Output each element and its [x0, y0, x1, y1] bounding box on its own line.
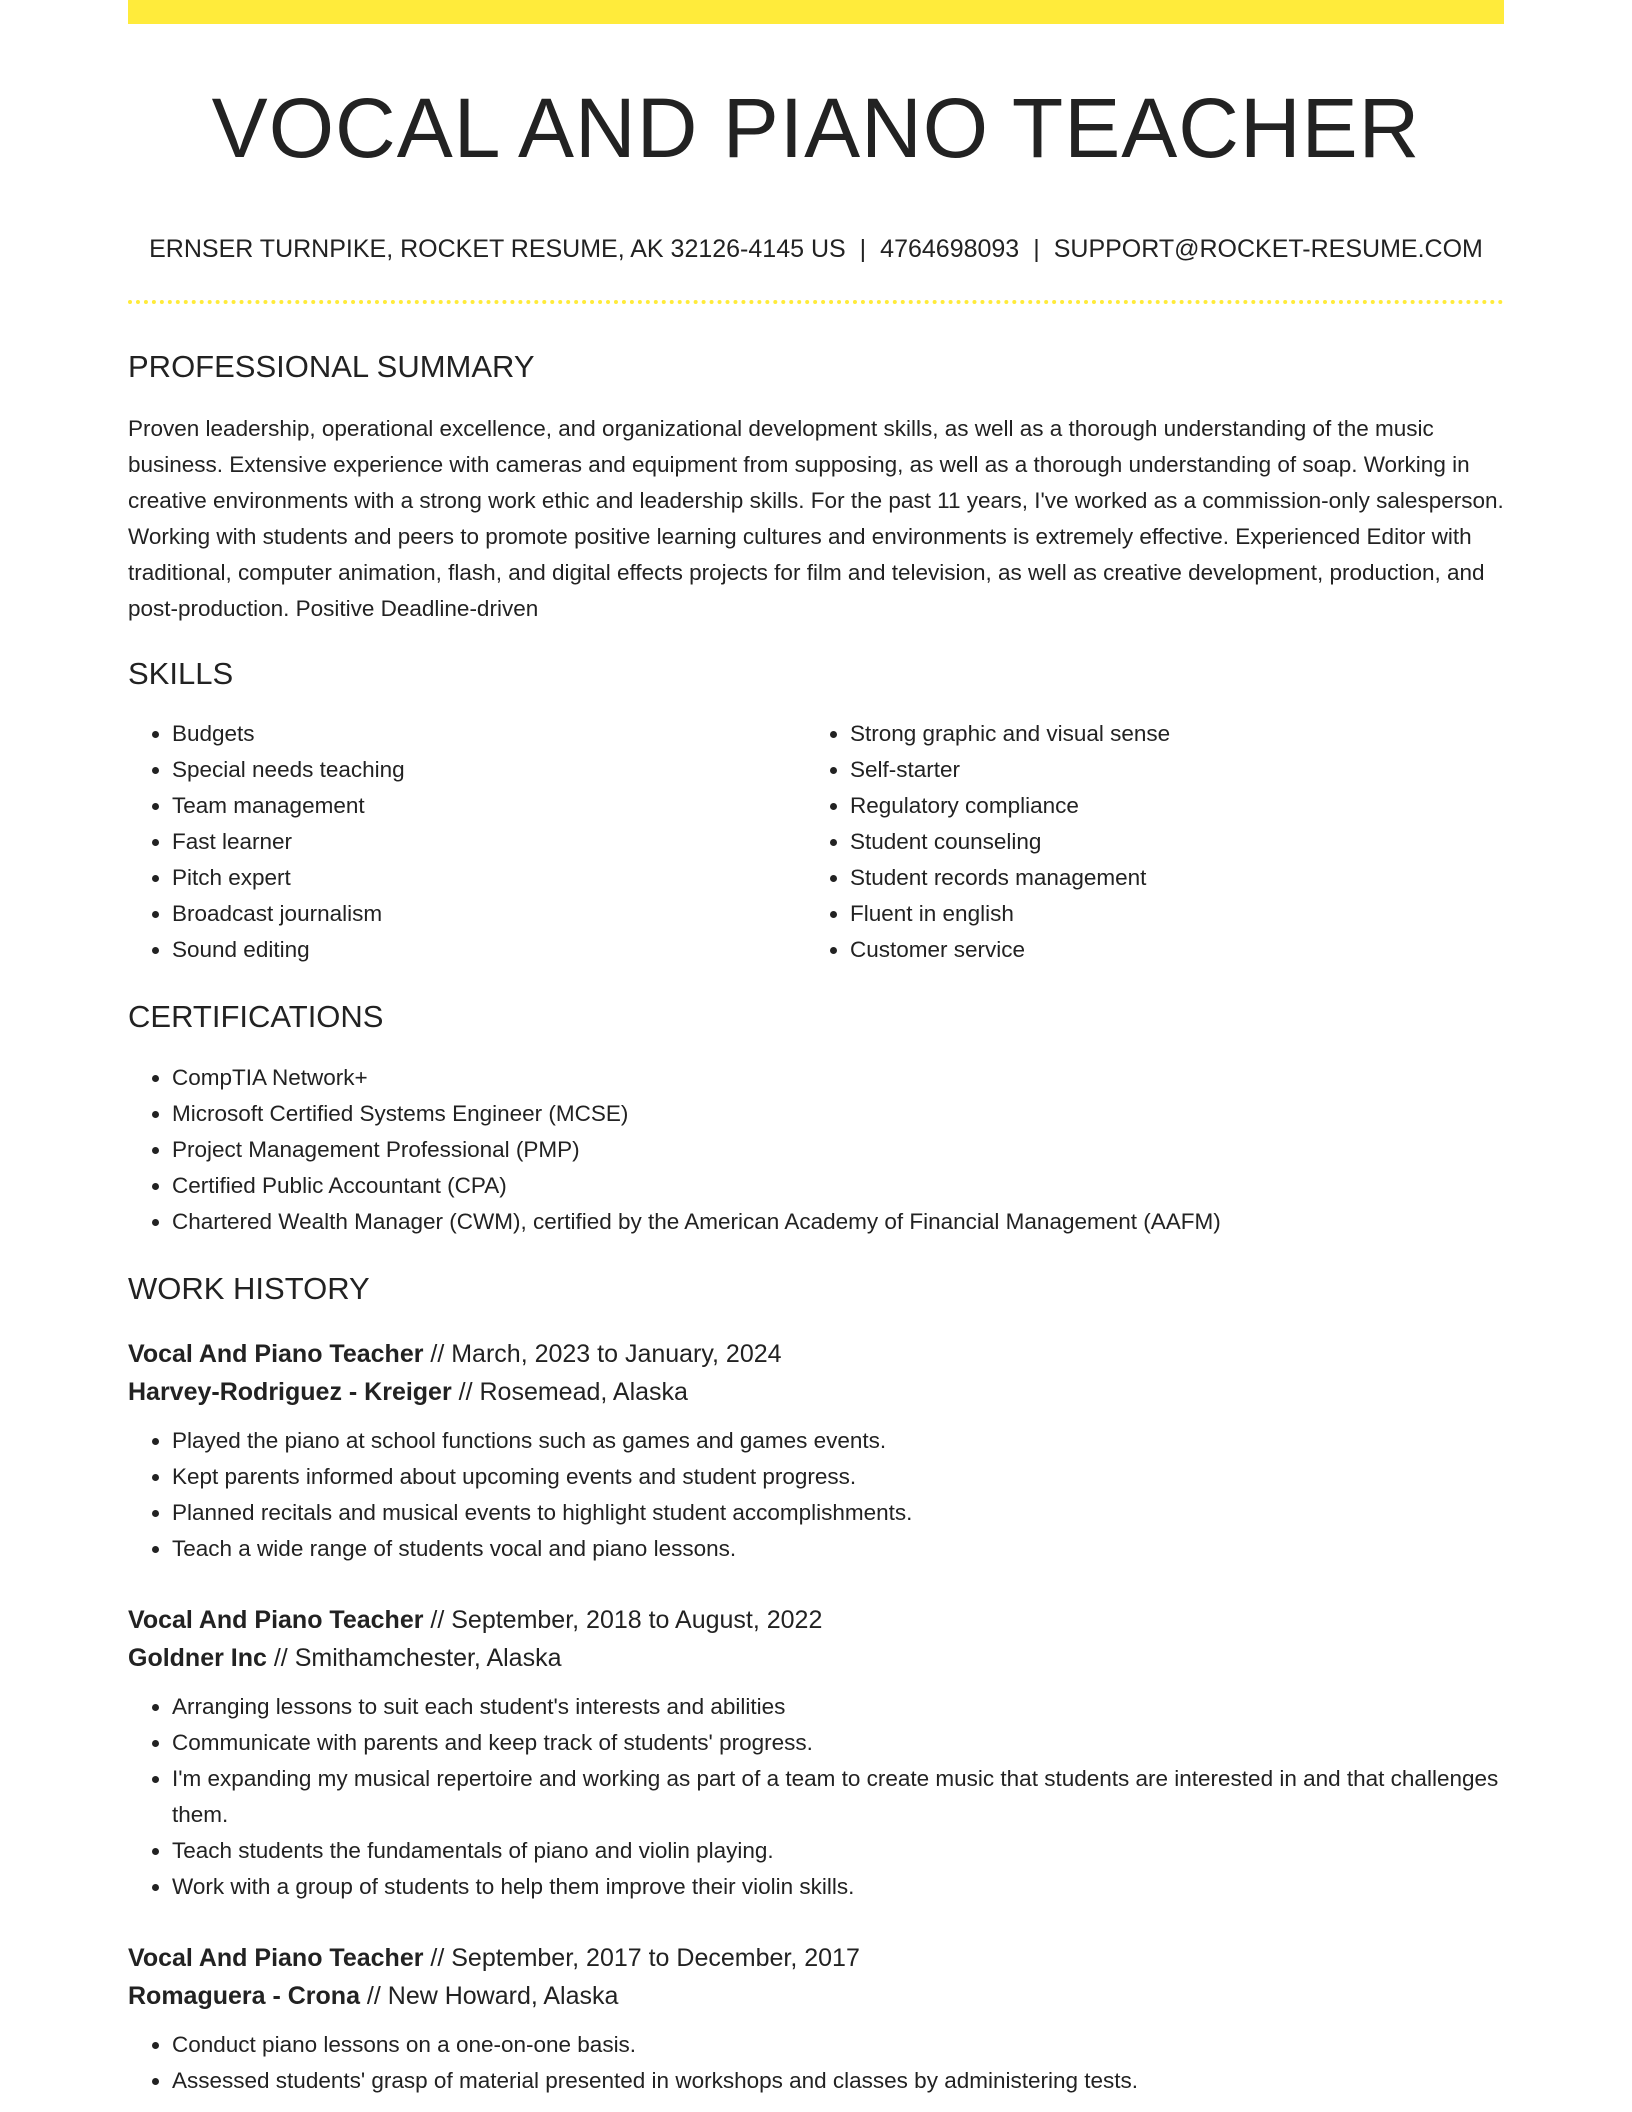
skill-item: • Student records management — [850, 860, 1484, 896]
contact-phone: 4764698093 — [880, 235, 1020, 263]
skill-item: • Fluent in english — [850, 896, 1484, 932]
skill-item: • Regulatory compliance — [850, 788, 1484, 824]
job-bullet: • Assessed students' grasp of material presented in workshops and classes by administering tests. — [172, 2063, 1504, 2099]
skill-item: • Fast learner — [172, 824, 806, 860]
job-dates: // September, 2018 to August, 2022 — [423, 1605, 823, 1634]
job-dates: // September, 2017 to December, 2017 — [423, 1943, 860, 1972]
job-bullet: • Teach students the fundamentals of piano and violin playing. — [172, 1833, 1504, 1869]
job-location: // Smithamchester, Alaska — [266, 1643, 562, 1672]
skill-item: • Broadcast journalism — [172, 896, 806, 932]
job-company-line — [128, 1639, 1504, 1677]
job-role: Vocal And Piano Teacher — [128, 1605, 424, 1634]
skill-item: • Budgets — [172, 716, 806, 752]
resume-title: VOCAL AND PIANO TEACHER — [211, 81, 1421, 175]
work-history-heading: WORK HISTORY — [128, 1270, 370, 1306]
summary-heading: PROFESSIONAL SUMMARY — [128, 349, 535, 384]
accent-bar — [128, 0, 1504, 24]
job-company-line — [128, 1977, 1504, 2015]
skills-heading: SKILLS — [128, 656, 234, 692]
job-entry — [128, 1601, 1504, 1905]
contact-separator: | — [1033, 235, 1040, 263]
job-bullet: • Communicate with parents and keep track of students' progress. — [172, 1725, 1504, 1761]
summary-text: Proven leadership, operational excellence, and organizational development skills, as well as a thorough understanding of the music business. Extensive experience with cameras and equipment from supposing, as well as a thorough understanding of soap. Working in creative environments with a strong work ethic and leadership skills. For the past 11 years, I've worked as a commission-only salesperson. Working with students and peers to promote positive learning cultures and environments is extremely effective. Experienced Editor with traditional, computer animation, flash, and digital effects projects for film and television, as well as creative development, production, and post-production. Positive Deadline-driven — [128, 416, 1504, 622]
job-company-line — [128, 1373, 1504, 1411]
job-bullet: • Teach a wide range of students vocal and piano lessons. — [172, 1531, 1504, 1567]
job-role: Vocal And Piano Teacher — [128, 1943, 424, 1972]
job-company: Goldner Inc — [128, 1643, 267, 1672]
job-bullet: • Played the piano at school functions such as games and games events. — [172, 1423, 1504, 1459]
resume-content — [128, 0, 1504, 2099]
job-role: Vocal And Piano Teacher — [128, 1339, 424, 1368]
certification-item: • Project Management Professional (PMP) — [172, 1132, 1504, 1168]
job-title-line — [128, 1335, 1504, 1373]
contact-separator: | — [859, 235, 867, 263]
job-bullets — [128, 2027, 1504, 2099]
job-location: // New Howard, Alaska — [359, 1981, 619, 2010]
job-entry — [128, 1335, 1504, 1567]
job-bullet: • Conduct piano lessons on a one-on-one basis. — [172, 2027, 1504, 2063]
certification-item: • CompTIA Network+ — [172, 1060, 1504, 1096]
job-bullet: • Work with a group of students to help them improve their violin skills. — [172, 1869, 1504, 1905]
skills-columns — [128, 716, 1504, 968]
certifications-list — [128, 1060, 1504, 1240]
job-location: // Rosemead, Alaska — [451, 1377, 688, 1406]
skill-item: • Pitch expert — [172, 860, 806, 896]
certifications-heading: CERTIFICATIONS — [128, 999, 384, 1035]
certification-item: • Microsoft Certified Systems Engineer (MCSE) — [172, 1096, 1504, 1132]
job-title-line — [128, 1939, 1504, 1977]
skill-item: • Self-starter — [850, 752, 1484, 788]
skill-item: • Sound editing — [172, 932, 806, 968]
skill-item: • Student counseling — [850, 824, 1484, 860]
skill-item: • Team management — [172, 788, 806, 824]
job-dates: // March, 2023 to January, 2024 — [423, 1339, 782, 1368]
certification-item: • Certified Public Accountant (CPA) — [172, 1168, 1504, 1204]
job-bullets — [128, 1689, 1504, 1905]
skill-item: • Customer service — [850, 932, 1484, 968]
job-bullet: • I'm expanding my musical repertoire and working as part of a team to create music that students are interested in and that challenges them. — [172, 1761, 1504, 1833]
skills-list-right — [806, 716, 1484, 968]
job-bullets — [128, 1423, 1504, 1567]
skill-item: • Strong graphic and visual sense — [850, 716, 1484, 752]
dotted-divider — [128, 300, 1504, 304]
job-bullet: • Kept parents informed about upcoming events and student progress. — [172, 1459, 1504, 1495]
job-bullet: • Planned recitals and musical events to highlight student accomplishments. — [172, 1495, 1504, 1531]
certification-item: • Chartered Wealth Manager (CWM), certified by the American Academy of Financial Management (AAFM) — [172, 1204, 1504, 1240]
job-entry — [128, 1939, 1504, 2099]
skills-list-left — [128, 716, 806, 968]
job-bullet: • Arranging lessons to suit each student's interests and abilities — [172, 1689, 1504, 1725]
contact-email: SUPPORT@ROCKET-RESUME.COM — [1053, 235, 1483, 263]
job-title-line — [128, 1601, 1504, 1639]
contact-address: ERNSER TURNPIKE, ROCKET RESUME, AK 32126-4145 US — [149, 235, 846, 263]
job-company: Harvey-Rodriguez - Kreiger — [128, 1377, 452, 1406]
job-company: Romaguera - Crona — [128, 1981, 360, 2010]
contact-line — [128, 234, 1504, 264]
skill-item: • Special needs teaching — [172, 752, 806, 788]
